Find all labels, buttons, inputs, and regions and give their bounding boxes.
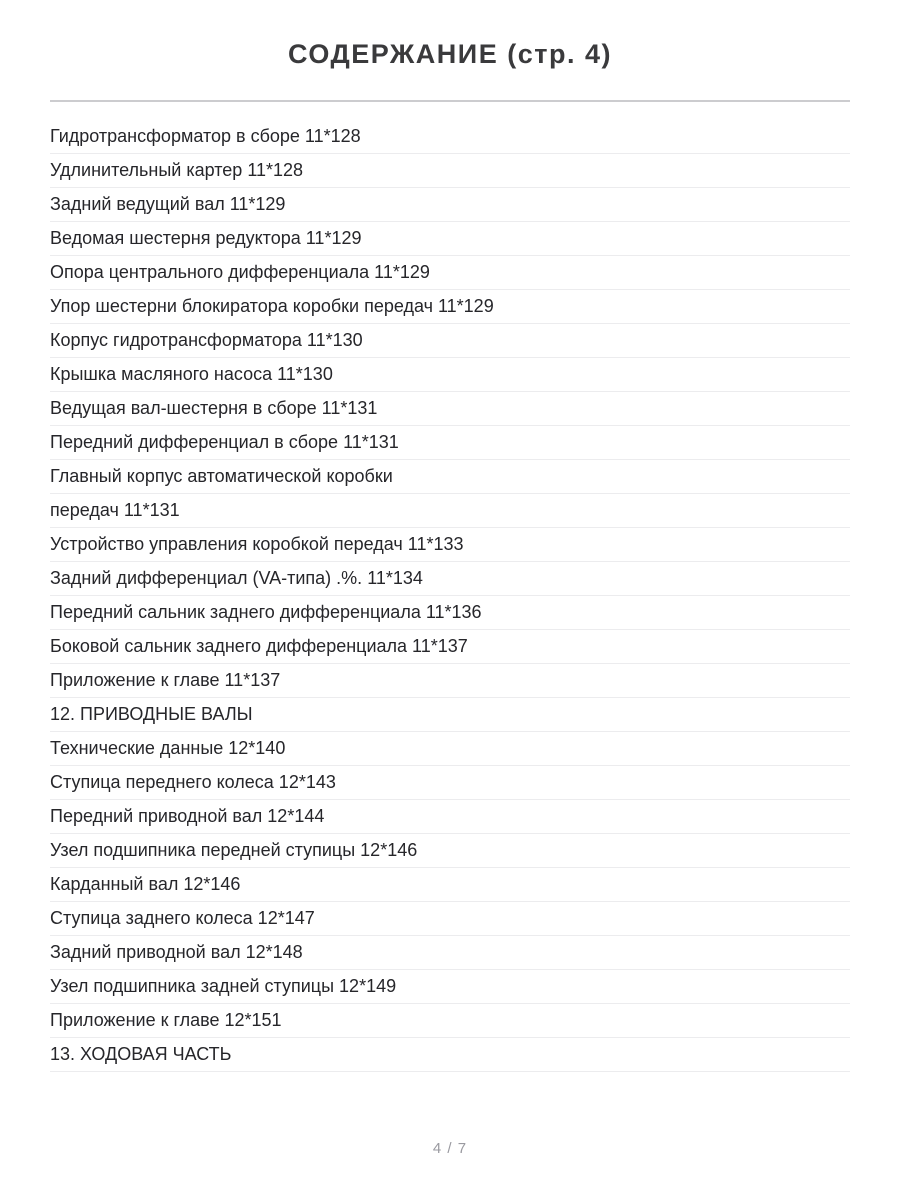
toc-item: Ведомая шестерня редуктора 11*129 (50, 222, 850, 256)
toc-item: Карданный вал 12*146 (50, 868, 850, 902)
toc-item: 13. ХОДОВАЯ ЧАСТЬ (50, 1038, 850, 1072)
toc-item: Ведущая вал-шестерня в сборе 11*131 (50, 392, 850, 426)
toc-item: Передний сальник заднего дифференциала 11*136 (50, 596, 850, 630)
toc-item: Боковой сальник заднего дифференциала 11*137 (50, 630, 850, 664)
page-indicator: 4 / 7 (432, 1140, 468, 1157)
title-divider (50, 100, 850, 102)
toc-item: Корпус гидротрансформатора 11*130 (50, 324, 850, 358)
toc-item: Задний ведущий вал 11*129 (50, 188, 850, 222)
toc-item: Крышка масляного насоса 11*130 (50, 358, 850, 392)
toc-item: Задний приводной вал 12*148 (50, 936, 850, 970)
toc-item: Ступица заднего колеса 12*147 (50, 902, 850, 936)
toc-item: 12. ПРИВОДНЫЕ ВАЛЫ (50, 698, 850, 732)
toc-content (0, 38, 900, 1072)
toc-item: Главный корпус автоматической коробки (50, 460, 850, 494)
toc-item: Ступица переднего колеса 12*143 (50, 766, 850, 800)
toc-item: Упор шестерни блокиратора коробки передач 11*129 (50, 290, 850, 324)
page-title: СОДЕРЖАНИЕ (стр. 4) (288, 39, 612, 69)
toc-item: Устройство управления коробкой передач 11*133 (50, 528, 850, 562)
toc-item: Удлинительный картер 11*128 (50, 154, 850, 188)
toc-item: Технические данные 12*140 (50, 732, 850, 766)
toc-item: Передний дифференциал в сборе 11*131 (50, 426, 850, 460)
toc-item: Приложение к главе 11*137 (50, 664, 850, 698)
toc-item: Узел подшипника передней ступицы 12*146 (50, 834, 850, 868)
toc-item: Передний приводной вал 12*144 (50, 800, 850, 834)
toc-item: Опора центрального дифференциала 11*129 (50, 256, 850, 290)
page-footer (0, 1140, 900, 1158)
toc-item: Гидротрансформатор в сборе 11*128 (50, 120, 850, 154)
toc-item: передач 11*131 (50, 494, 850, 528)
toc-item: Приложение к главе 12*151 (50, 1004, 850, 1038)
toc-item: Задний дифференциал (VA-типа) .%. 11*134 (50, 562, 850, 596)
toc-list (50, 120, 850, 1072)
toc-item: Узел подшипника задней ступицы 12*149 (50, 970, 850, 1004)
